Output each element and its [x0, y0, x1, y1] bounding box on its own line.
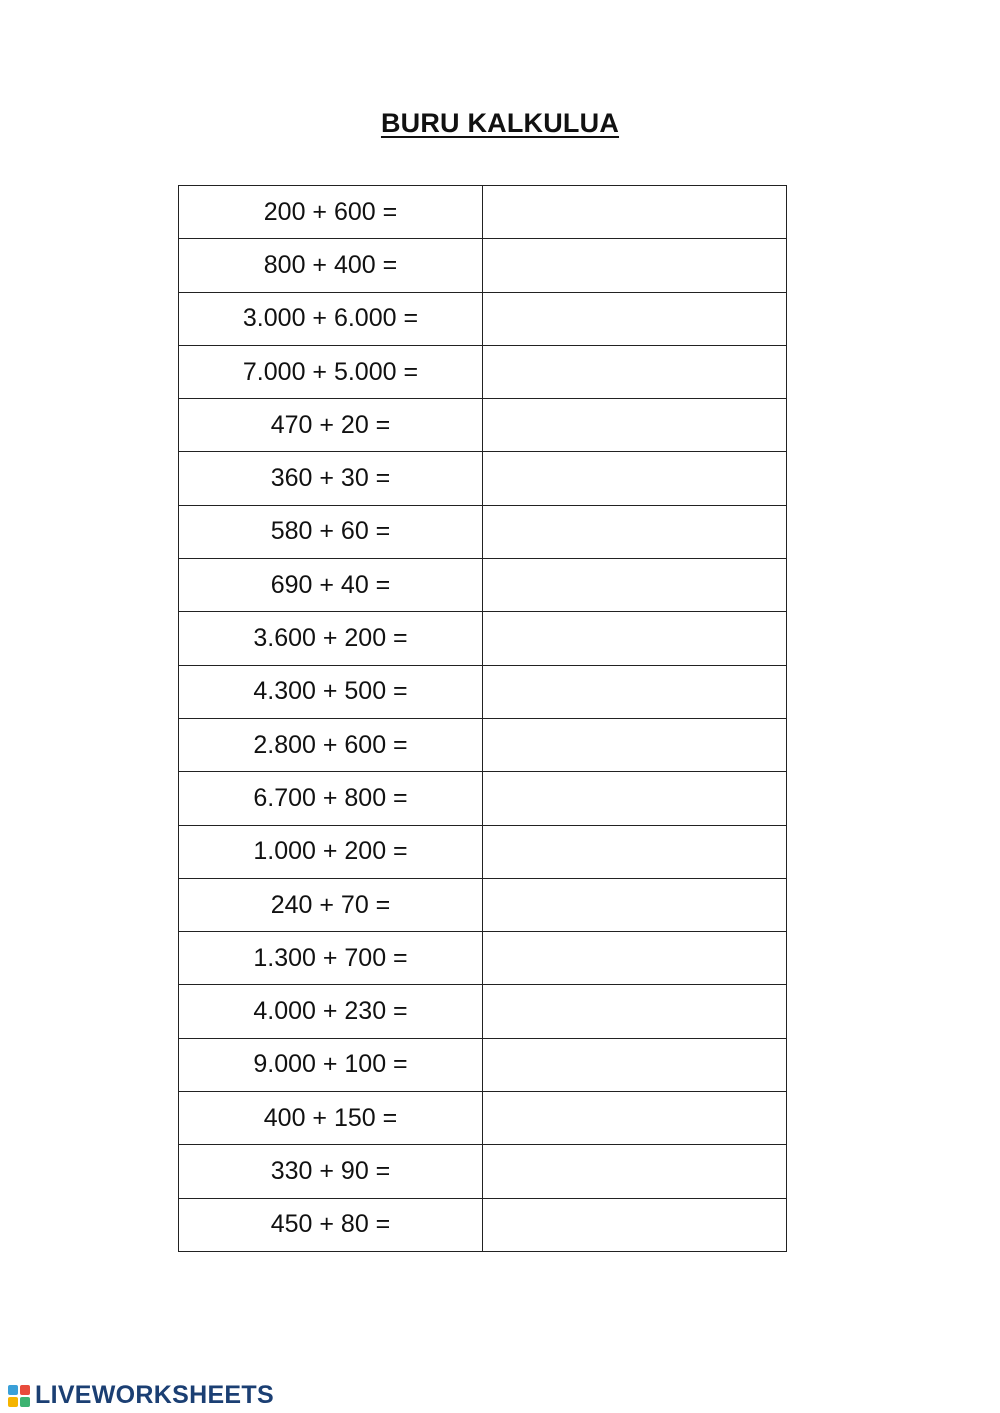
question-cell: 9.000 + 100 =: [179, 1038, 483, 1091]
table-row: [179, 1038, 787, 1091]
footer-logo: [8, 1381, 274, 1410]
table-row: [179, 1198, 787, 1251]
table-row: [179, 825, 787, 878]
question-cell: 2.800 + 600 =: [179, 718, 483, 771]
table-row: [179, 932, 787, 985]
answer-cell: [483, 932, 787, 985]
table-row: [179, 186, 787, 239]
question-cell: 3.600 + 200 =: [179, 612, 483, 665]
table-row: [179, 612, 787, 665]
table-row: [179, 239, 787, 292]
question-cell: 1.300 + 700 =: [179, 932, 483, 985]
answer-cell: [483, 1198, 787, 1251]
answer-input[interactable]: [487, 458, 782, 500]
answer-cell: [483, 1038, 787, 1091]
answer-cell: [483, 505, 787, 558]
table-row: [179, 985, 787, 1038]
question-cell: 330 + 90 =: [179, 1145, 483, 1198]
answer-input[interactable]: [487, 564, 782, 606]
answer-input[interactable]: [487, 511, 782, 553]
answer-cell: [483, 239, 787, 292]
table-row: [179, 1145, 787, 1198]
answer-input[interactable]: [487, 777, 782, 819]
table-row: [179, 399, 787, 452]
answer-input[interactable]: [487, 351, 782, 393]
answer-input[interactable]: [487, 884, 782, 926]
answer-cell: [483, 612, 787, 665]
answer-input[interactable]: [487, 1097, 782, 1139]
table-row: [179, 292, 787, 345]
answer-input[interactable]: [487, 671, 782, 713]
answer-cell: [483, 878, 787, 931]
question-cell: 7.000 + 5.000 =: [179, 345, 483, 398]
answer-input[interactable]: [487, 831, 782, 873]
table-row: [179, 345, 787, 398]
answer-input[interactable]: [487, 191, 782, 233]
answer-cell: [483, 825, 787, 878]
answer-input[interactable]: [487, 618, 782, 660]
question-cell: 3.000 + 6.000 =: [179, 292, 483, 345]
question-cell: 240 + 70 =: [179, 878, 483, 931]
answer-input[interactable]: [487, 1044, 782, 1086]
question-cell: 690 + 40 =: [179, 559, 483, 612]
answer-input[interactable]: [487, 244, 782, 286]
table-row: [179, 665, 787, 718]
answer-input[interactable]: [487, 724, 782, 766]
question-cell: 1.000 + 200 =: [179, 825, 483, 878]
logo-text: LIVEWORKSHEETS: [35, 1381, 274, 1409]
question-cell: 200 + 600 =: [179, 186, 483, 239]
table-row: [179, 452, 787, 505]
table-row: [179, 772, 787, 825]
question-cell: 360 + 30 =: [179, 452, 483, 505]
table-row: [179, 878, 787, 931]
answer-input[interactable]: [487, 1204, 782, 1246]
question-cell: 400 + 150 =: [179, 1092, 483, 1145]
table-row: [179, 559, 787, 612]
answer-cell: [483, 399, 787, 452]
table-row: [179, 718, 787, 771]
question-cell: 450 + 80 =: [179, 1198, 483, 1251]
answer-input[interactable]: [487, 404, 782, 446]
question-cell: 580 + 60 =: [179, 505, 483, 558]
answer-input[interactable]: [487, 937, 782, 979]
answer-cell: [483, 452, 787, 505]
answer-cell: [483, 665, 787, 718]
table-row: [179, 1092, 787, 1145]
question-cell: 800 + 400 =: [179, 239, 483, 292]
question-cell: 4.000 + 230 =: [179, 985, 483, 1038]
answer-cell: [483, 1145, 787, 1198]
answer-cell: [483, 292, 787, 345]
exercise-table: [178, 185, 787, 1252]
answer-cell: [483, 718, 787, 771]
answer-cell: [483, 985, 787, 1038]
question-cell: 470 + 20 =: [179, 399, 483, 452]
table-row: [179, 505, 787, 558]
answer-cell: [483, 1092, 787, 1145]
liveworksheets-logo-icon: [8, 1385, 30, 1407]
answer-input[interactable]: [487, 991, 782, 1033]
answer-input[interactable]: [487, 298, 782, 340]
question-cell: 4.300 + 500 =: [179, 665, 483, 718]
worksheet-title: BURU KALKULUA: [380, 108, 620, 138]
answer-cell: [483, 345, 787, 398]
answer-cell: [483, 559, 787, 612]
question-cell: 6.700 + 800 =: [179, 772, 483, 825]
answer-cell: [483, 186, 787, 239]
answer-input[interactable]: [487, 1150, 782, 1192]
answer-cell: [483, 772, 787, 825]
